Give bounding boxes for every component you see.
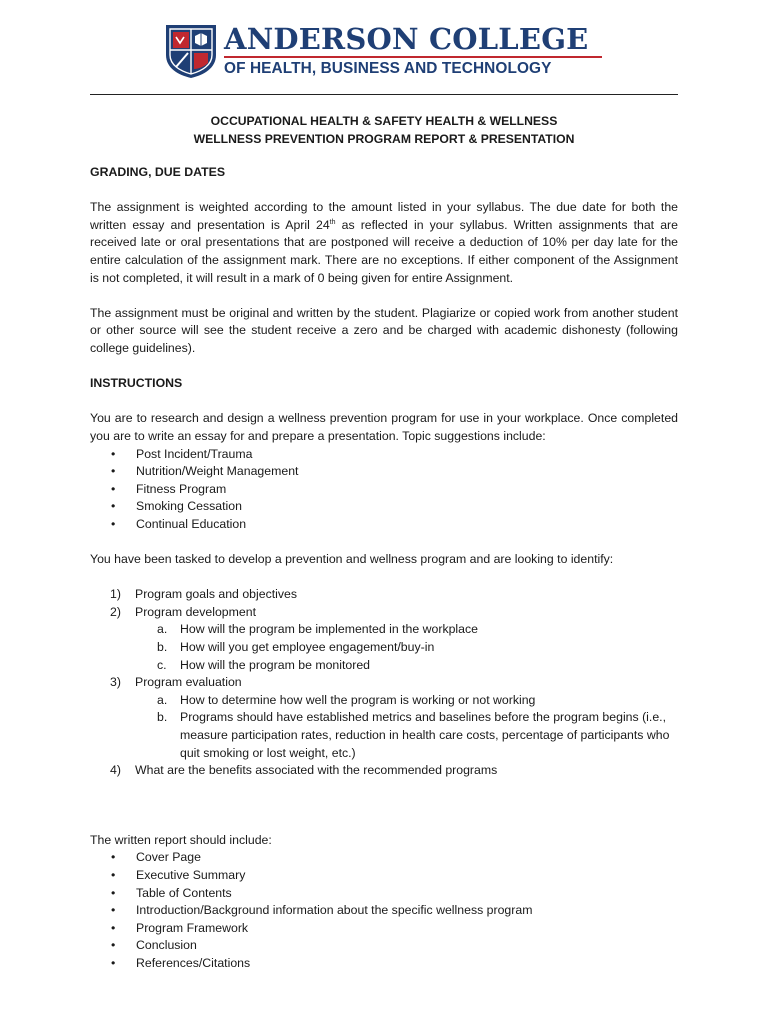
- sub-item-text: How to determine how well the program is working or not working: [180, 692, 536, 707]
- bullet-item: • Program Framework: [90, 920, 678, 938]
- document-body: [90, 164, 678, 990]
- numbered-item: [90, 586, 678, 604]
- title-line-1: OCCUPATIONAL HEALTH & SAFETY HEALTH & WELLNESS: [210, 114, 558, 128]
- logo-rule: [224, 56, 602, 58]
- item-number: 1): [110, 587, 121, 602]
- grading-paragraph-2: The assignment must be original and written by the student. Plagiarize or copied work from another student or other source will see the student receive a zero and be charged with academic dishonesty (following college guidelines).: [90, 305, 678, 355]
- sub-item-text: Programs should have established metrics and baselines before the program begins (i.e., measure participation rates, reduction in health care costs, percentage of participants who quit smoking or lost weight, etc.): [180, 710, 670, 760]
- lettered-item: [135, 692, 678, 710]
- item-text: What are the benefits associated with the recommended programs: [135, 763, 498, 778]
- item-letter: b.: [157, 710, 168, 725]
- college-crest-icon: [164, 23, 218, 79]
- ordinal-suffix: th: [329, 218, 336, 226]
- document-title: [90, 113, 678, 148]
- item-letter: a.: [157, 622, 168, 637]
- report-intro: The written report should include:: [90, 832, 272, 847]
- numbered-item: [90, 674, 678, 762]
- bullet-item: • Fitness Program: [90, 481, 678, 499]
- lettered-item: [135, 639, 678, 657]
- item-text: Program goals and objectives: [135, 587, 297, 602]
- college-subtitle: OF HEALTH, BUSINESS AND TECHNOLOGY: [224, 60, 552, 77]
- task-list: [90, 586, 678, 780]
- numbered-item: [90, 604, 678, 674]
- grading-heading: GRADING, DUE DATES: [90, 165, 226, 179]
- spacer: [90, 780, 678, 832]
- bullet-item: • Nutrition/Weight Management: [90, 463, 678, 481]
- instructions-heading: INSTRUCTIONS: [90, 376, 183, 391]
- item-number: 3): [110, 675, 121, 690]
- bullet-item: • Executive Summary: [90, 867, 678, 885]
- item-number: 2): [110, 604, 121, 619]
- grading-p1-text-cont: as reflected in your syllabus. Written assignments that are received late or oral presentations that are postponed will receive a deduction of 10% per day late for the entire calculation of the assignment mark. There are no exceptions. If either component of the Assignment is not completed, it will result in a mark of 0 being given for entire Assignment.: [90, 217, 678, 285]
- item-letter: b.: [157, 640, 168, 655]
- sub-item-text: How will you get employee engagement/buy-in: [180, 640, 435, 655]
- bullet-item: • Introduction/Background information about the specific wellness program: [90, 902, 678, 920]
- topic-suggestions-list: [90, 446, 678, 534]
- item-letter: c.: [157, 657, 167, 672]
- item-number: 4): [110, 763, 121, 778]
- college-logo: [164, 22, 614, 80]
- college-name: ANDERSON COLLEGE: [224, 22, 589, 56]
- numbered-item: [90, 762, 678, 780]
- bullet-item: • Conclusion: [90, 937, 678, 955]
- bullet-item: • Table of Contents: [90, 885, 678, 903]
- grading-p1-text: The assignment is weighted according to the amount listed in your syllabus. The due date for both the written essay and presentation is April 24: [90, 200, 678, 232]
- bullet-item: • Cover Page: [90, 849, 678, 867]
- item-text: Program development: [135, 604, 256, 619]
- lettered-item: [135, 621, 678, 639]
- lettered-item: [135, 657, 678, 675]
- item-text: Program evaluation: [135, 675, 242, 690]
- header-divider: [90, 94, 678, 95]
- grading-paragraph-1: [90, 199, 678, 287]
- sub-list: [135, 621, 678, 674]
- instructions-intro: You are to research and design a wellness prevention program for use in your workplace. Once completed you are to write an essay for and prepare a presentation. Topic suggestions include:: [90, 411, 678, 443]
- bullet-item: • References/Citations: [90, 955, 678, 973]
- report-contents-list: [90, 849, 678, 972]
- bullet-item: • Smoking Cessation: [90, 498, 678, 516]
- bullet-item: • Continual Education: [90, 516, 678, 534]
- sub-item-text: How will the program be implemented in the workplace: [180, 622, 478, 637]
- lettered-item: [135, 709, 678, 762]
- sub-list: [135, 692, 678, 762]
- bullet-item: • Post Incident/Trauma: [90, 446, 678, 464]
- title-line-2: WELLNESS PREVENTION PROGRAM REPORT & PRESENTATION: [193, 131, 575, 146]
- sub-item-text: How will the program be monitored: [180, 657, 371, 672]
- item-letter: a.: [157, 692, 168, 707]
- task-intro: You have been tasked to develop a prevention and wellness program and are looking to identify:: [90, 552, 614, 567]
